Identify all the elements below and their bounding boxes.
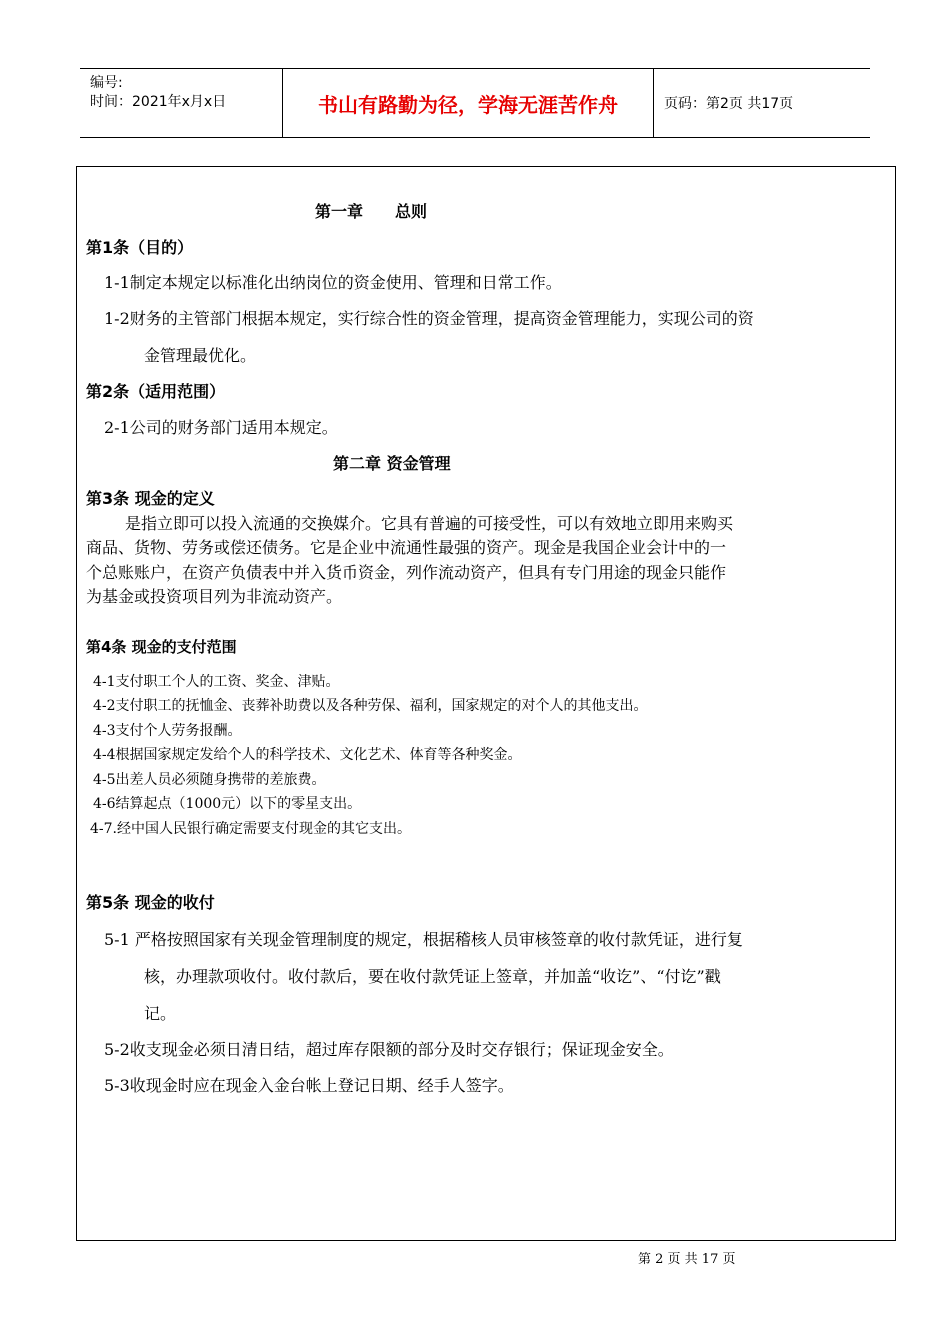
- article1-item1: 1-1制定本规定以标准化出纳岗位的资金使用、管理和日常工作。: [104, 273, 562, 292]
- article3-line4: 为基金或投资项目列为非流动资产。: [86, 587, 343, 606]
- article1-item2-line1: 1-2财务的主管部门根据本规定，实行综合性的资金管理，提高资金管理能力，实现公司的资: [104, 309, 754, 328]
- article3-line2: 商品、货物、劳务或偿还债务。它是企业中流通性最强的资产。现金是我国企业会计中的一: [86, 538, 727, 557]
- article4-item4: 4-4根据国家规定发给个人的科学技术、文化艺术、体育等各种奖金。: [93, 747, 522, 763]
- article2-item1: 2-1公司的财务部门适用本规定。: [104, 418, 338, 437]
- article5-item2: 5-2收支现金必须日清日结，超过库存限额的部分及时交存银行；保证现金安全。: [104, 1040, 674, 1059]
- article4-item2: 4-2支付职工的抚恤金、丧葬补助费以及各种劳保、福利，国家规定的对个人的其他支出。: [93, 698, 648, 714]
- article5-item1-line3: 记。: [144, 1004, 177, 1023]
- document-time: 时间：2021年x月x日: [90, 94, 227, 110]
- page-header: [80, 68, 870, 138]
- article3-title: 第3条 现金的定义: [86, 489, 215, 508]
- content-box: [76, 166, 896, 1241]
- article3-line1: 是指立即可以投入流通的交换媒介。它具有普遍的可接受性，可以有效地立即用来购买: [125, 514, 734, 533]
- article4-item1: 4-1支付职工个人的工资、奖金、津贴。: [93, 674, 340, 690]
- header-page-info: 页码：第2页 共17页: [664, 96, 794, 112]
- article4-item5: 4-5出差人员必须随身携带的差旅费。: [93, 772, 326, 788]
- article5-item1-line1: 5-1 严格按照国家有关现金管理制度的规定，根据稽核人员审核签章的收付款凭证，进行复: [104, 930, 743, 949]
- article5-title: 第5条 现金的收付: [86, 893, 215, 912]
- header-motto: 书山有路勤为径，学海无涯苦作舟: [282, 69, 654, 137]
- chapter1-title: 第一章 总则: [315, 202, 428, 221]
- article4-item6: 4-6结算起点（1000元）以下的零星支出。: [93, 796, 362, 812]
- article5-item3: 5-3收现金时应在现金入金台帐上登记日期、经手人签字。: [104, 1076, 514, 1095]
- article2-title: 第2条（适用范围）: [86, 382, 226, 401]
- document-number: 编号:: [90, 75, 123, 91]
- article4-item7: 4-7.经中国人民银行确定需要支付现金的其它支出。: [90, 821, 411, 837]
- article4-item3: 4-3支付个人劳务报酬。: [93, 723, 242, 739]
- header-meta: [80, 69, 282, 137]
- page-footer: 第 2 页 共 17 页: [638, 1252, 736, 1267]
- article4-title: 第4条 现金的支付范围: [86, 638, 237, 656]
- article1-item2-line2: 金管理最优化。: [144, 346, 257, 365]
- article5-item1-line2: 核，办理款项收付。收付款后，要在收付款凭证上签章，并加盖“收讫”、“付讫”戳: [144, 967, 721, 986]
- article1-title: 第1条（目的）: [86, 238, 194, 257]
- article3-line3: 个总账账户，在资产负债表中并入货币资金，列作流动资产，但具有专门用途的现金只能作: [86, 563, 727, 582]
- chapter2-title: 第二章 资金管理: [333, 454, 451, 473]
